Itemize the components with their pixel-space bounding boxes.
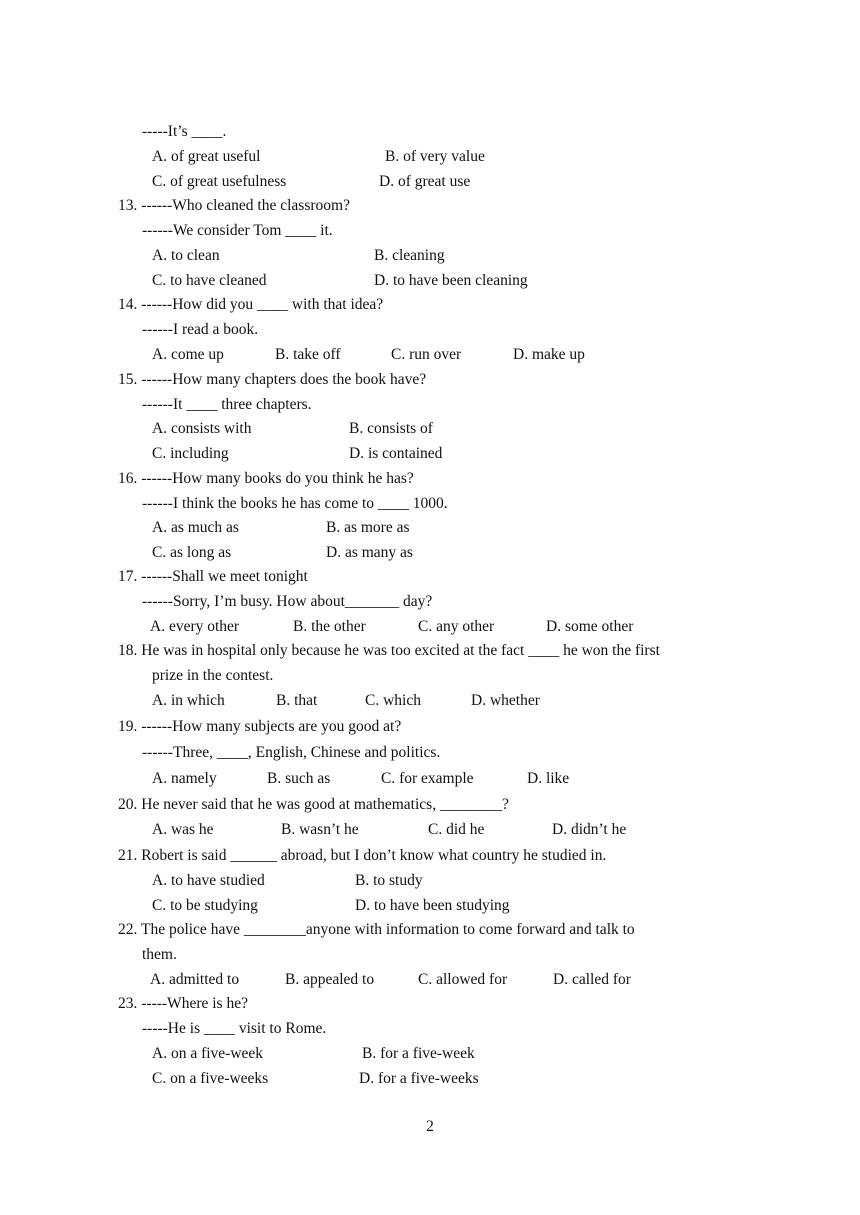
q19-answer-line: ------Three, ____, English, Chinese and politics.	[142, 744, 441, 761]
q13-option-c: C. to have cleaned	[152, 272, 267, 289]
q12-option-c: C. of great usefulness	[152, 173, 287, 190]
q12-option-b: B. of very value	[385, 148, 485, 165]
q18-option-c: C. which	[365, 692, 421, 709]
q16-answer-line: ------I think the books he has come to ____ 1000.	[142, 495, 448, 512]
q15-option-a: A. consists with	[152, 420, 252, 437]
q16-option-c: C. as long as	[152, 544, 232, 561]
q18-option-b: B. that	[276, 692, 318, 709]
q16-question: 16. ------How many books do you think he has?	[118, 470, 414, 487]
q22-option-b: B. appealed to	[285, 971, 375, 988]
q16-option-a: A. as much as	[152, 519, 239, 536]
q20-option-d: D. didn’t he	[552, 821, 627, 838]
q12-option-a: A. of great useful	[152, 148, 261, 165]
q13-option-a: A. to clean	[152, 247, 220, 264]
q21-option-c: C. to be studying	[152, 897, 258, 914]
q15-answer-line: ------It ____ three chapters.	[142, 396, 312, 413]
q17-answer-line: ------Sorry, I’m busy. How about_______ day?	[142, 593, 433, 610]
q17-option-a: A. every other	[150, 618, 240, 635]
q22-option-c: C. allowed for	[418, 971, 508, 988]
q21-question: 21. Robert is said ______ abroad, but I don’t know what country he studied in.	[118, 847, 607, 864]
q14-option-d: D. make up	[513, 346, 585, 363]
q20-question-tag: ________?	[439, 796, 509, 813]
q14-answer-line: ------I read a book.	[142, 321, 259, 338]
q14-option-b: B. take off	[275, 346, 341, 363]
q20-option-b: B. wasn’t he	[281, 821, 359, 838]
q22-question-cont: them.	[142, 946, 177, 963]
q15-option-b: B. consists of	[349, 420, 433, 437]
q15-option-c: C. including	[152, 445, 229, 462]
q23-question: 23. -----Where is he?	[118, 995, 248, 1012]
q13-answer-line: ------We consider Tom ____ it.	[142, 222, 333, 239]
q22-option-a: A. admitted to	[150, 971, 240, 988]
q18-option-d: D. whether	[471, 692, 540, 709]
q19-option-b: B. such as	[267, 770, 331, 787]
q15-question: 15. ------How many chapters does the book have?	[118, 371, 427, 388]
q17-option-b: B. the other	[293, 618, 366, 635]
q15-option-d: D. is contained	[349, 445, 443, 462]
q20-question-text: 20. He never said that he was good at mathematics,	[118, 796, 440, 813]
q21-option-a: A. to have studied	[152, 872, 265, 889]
q21-option-b: B. to study	[355, 872, 423, 889]
q19-question: 19. ------How many subjects are you good at?	[118, 718, 402, 735]
q17-question: 17. ------Shall we meet tonight	[118, 568, 308, 585]
q20-option-a: A. was he	[152, 821, 214, 838]
q23-answer-line: -----He is ____ visit to Rome.	[142, 1020, 327, 1037]
q22-question: 22. The police have ________anyone with information to come forward and talk to	[118, 921, 635, 938]
q14-option-a: A. come up	[152, 346, 224, 363]
q21-option-d: D. to have been studying	[355, 897, 510, 914]
q13-question: 13. ------Who cleaned the classroom?	[118, 197, 350, 214]
q18-question-cont: prize in the contest.	[152, 667, 274, 684]
q22-option-d: D. called for	[553, 971, 631, 988]
q13-option-d: D. to have been cleaning	[374, 272, 528, 289]
q23-option-d: D. for a five-weeks	[359, 1070, 479, 1087]
q19-option-c: C. for example	[381, 770, 474, 787]
q14-option-c: C. run over	[391, 346, 462, 363]
q23-option-b: B. for a five-week	[362, 1045, 475, 1062]
page-number: 2	[426, 1118, 434, 1135]
q20-option-c: C. did he	[428, 821, 485, 838]
q17-option-c: C. any other	[418, 618, 495, 635]
q17-option-d: D. some other	[546, 618, 634, 635]
q18-question: 18. He was in hospital only because he was too excited at the fact ____ he won the first	[118, 642, 660, 659]
q12-option-d: D. of great use	[379, 173, 471, 190]
q19-option-a: A. namely	[152, 770, 217, 787]
q18-option-a: A. in which	[152, 692, 225, 709]
q16-option-b: B. as more as	[326, 519, 410, 536]
q23-option-a: A. on a five-week	[152, 1045, 264, 1062]
q12-answer-line: -----It’s ____.	[142, 123, 227, 140]
q23-option-c: C. on a five-weeks	[152, 1070, 269, 1087]
q14-question: 14. ------How did you ____ with that idea?	[118, 296, 384, 313]
q19-option-d: D. like	[527, 770, 570, 787]
q20-question	[118, 795, 509, 815]
q16-option-d: D. as many as	[326, 544, 413, 561]
q13-option-b: B. cleaning	[374, 247, 445, 264]
